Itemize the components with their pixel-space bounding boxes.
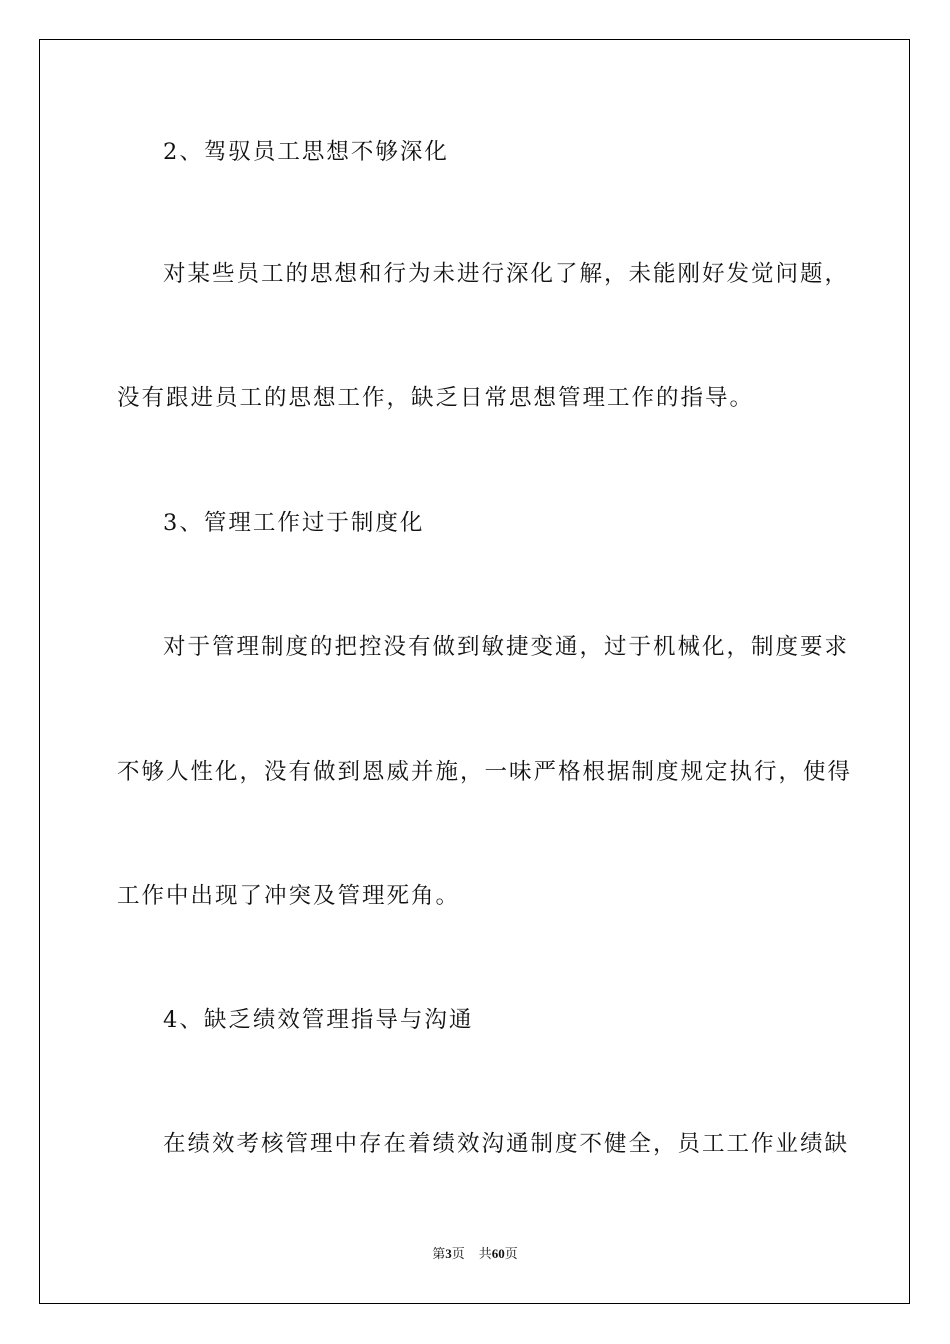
paragraph-line: 工作中出现了冲突及管理死角。 bbox=[117, 883, 461, 909]
paragraph-line: 在绩效考核管理中存在着绩效沟通制度不健全，员工工作业绩缺 bbox=[163, 1131, 850, 1157]
page-number-suffix: 页 bbox=[451, 1247, 465, 1262]
total-pages-prefix: 共 bbox=[478, 1247, 492, 1262]
page-footer bbox=[0, 1245, 950, 1264]
section-heading-3: 3、管理工作过于制度化 bbox=[163, 510, 425, 536]
section-heading-4: 4、缺乏绩效管理指导与沟通 bbox=[163, 1007, 474, 1033]
paragraph-line: 没有跟进员工的思想工作，缺乏日常思想管理工作的指导。 bbox=[117, 385, 755, 411]
paragraph-line: 对于管理制度的把控没有做到敏捷变通，过于机械化，制度要求 bbox=[163, 634, 850, 660]
page-number: 3 bbox=[445, 1246, 452, 1261]
total-pages-suffix: 页 bbox=[504, 1247, 518, 1262]
total-pages: 60 bbox=[491, 1246, 505, 1261]
section-heading-2: 2、驾驭员工思想不够深化 bbox=[163, 139, 449, 165]
page-number-prefix: 第 bbox=[432, 1247, 446, 1262]
page-border bbox=[39, 39, 910, 1304]
paragraph-line: 不够人性化，没有做到恩威并施，一味严格根据制度规定执行，使得 bbox=[117, 759, 853, 785]
paragraph-line: 对某些员工的思想和行为未进行深化了解，未能刚好发觉问题， bbox=[163, 261, 850, 287]
